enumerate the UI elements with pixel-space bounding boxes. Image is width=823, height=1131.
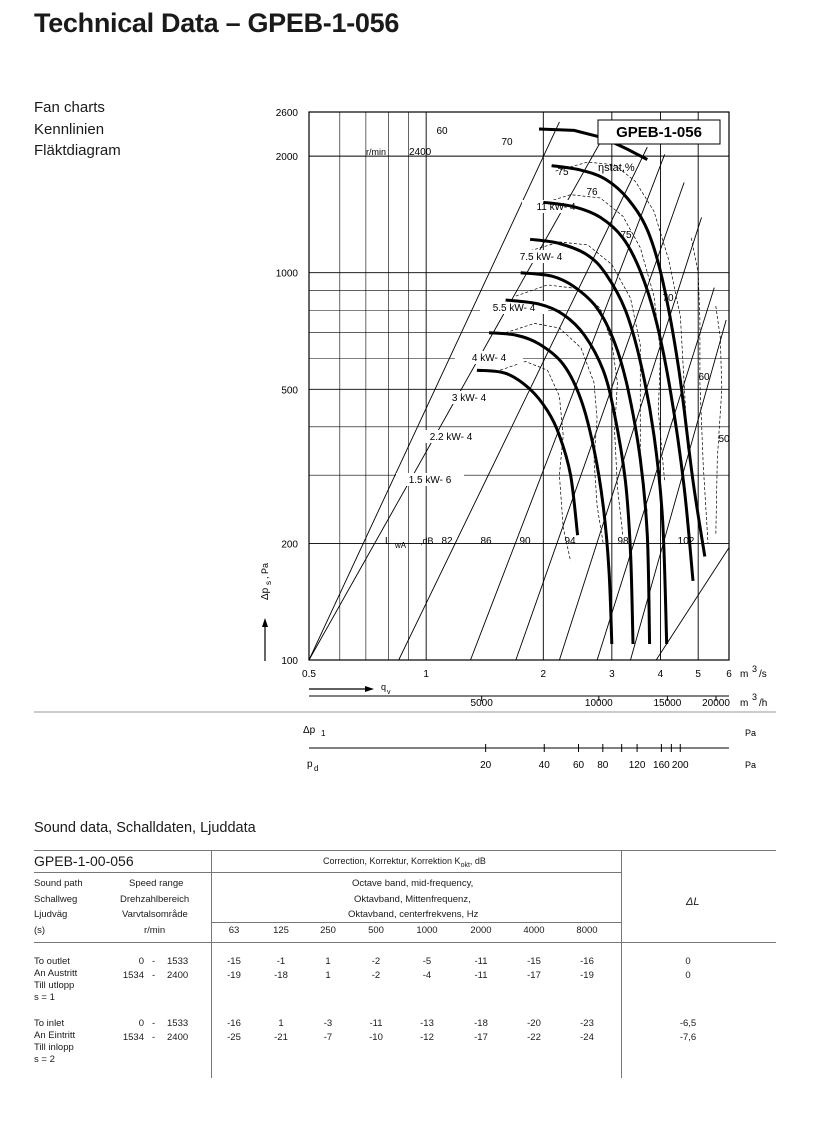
sound-label-sub: wA (395, 541, 407, 550)
y-axis-label (260, 563, 273, 600)
efficiency-label: 75 (557, 167, 569, 178)
sound-level-label: 82 (441, 536, 453, 547)
flow-tick-label: 20000 (702, 698, 730, 709)
dp1-unit: Pa (745, 728, 757, 738)
correction-header (323, 856, 486, 869)
flow-unit-tail: /h (759, 698, 768, 709)
speed-to: 1533 (167, 956, 189, 967)
correction-value: -4 (422, 970, 432, 981)
correction-value: -2 (371, 956, 381, 967)
x-axis-arrowhead (365, 686, 374, 692)
correction-value: -15 (527, 956, 541, 967)
path-label: To inlet (34, 1018, 65, 1029)
x-tick-label: 5 (695, 669, 701, 680)
delta-l-value: 0 (685, 956, 691, 967)
speed-sep: - (152, 970, 156, 981)
correction-value: -19 (227, 970, 241, 981)
correction-value: -11 (369, 1018, 383, 1029)
efficiency-label: 50 (718, 434, 730, 445)
y-tick-label: 2000 (275, 152, 298, 164)
fan-label-sv: Fläktdiagram (34, 142, 121, 159)
correction-value: -24 (580, 1032, 594, 1043)
page-title: Technical Data – GPEB-1-056 (34, 8, 400, 38)
path-label: To outlet (34, 956, 70, 967)
sound-level-curve (500, 362, 570, 562)
sound-path-en: Sound path (34, 878, 83, 889)
path-label: Till inlopp (34, 1042, 74, 1053)
correction-value: -17 (527, 970, 541, 981)
y-tick-label: 1000 (275, 268, 298, 280)
power-curve (489, 333, 612, 644)
speed-value: 2400 (409, 147, 432, 158)
pd-label: p (307, 759, 313, 770)
octave-de: Oktavband, Mittenfrequenz, (354, 894, 471, 905)
x-label-sub: v (387, 689, 391, 696)
x-unit-tail: /s (759, 669, 767, 680)
correction-value: 1 (325, 956, 331, 967)
delta-l-label: ΔL (686, 896, 700, 908)
chart-labels (276, 108, 732, 680)
x-tick-label: 6 (726, 669, 732, 680)
x-unit: m (740, 669, 749, 680)
path-label: s = 2 (34, 1054, 55, 1065)
power-curve-label: 1.5 kW- 6 (408, 475, 452, 486)
path-label: s = 1 (34, 992, 55, 1003)
pd-tick-label: 80 (597, 760, 609, 771)
frequency-4000: 4000 (523, 925, 545, 936)
y-label-sub: s (264, 581, 273, 585)
speed-from: 1534 (122, 1032, 144, 1043)
efficiency-label: 75 (620, 230, 632, 241)
pd-tick-label: 120 (628, 760, 646, 771)
correction-value: -16 (227, 1018, 241, 1029)
y-axis-arrowhead (262, 618, 268, 627)
correction-value: -12 (420, 1032, 434, 1043)
efficiency-label: 70 (662, 293, 674, 304)
power-curve-label: 11 kW- 4 (536, 202, 576, 213)
frequency-2000: 2000 (470, 925, 492, 936)
sound-path-s: (s) (34, 925, 46, 936)
correction-value: 1 (325, 970, 331, 981)
sound-label-unit: ,dB (420, 536, 434, 546)
correction-text: Correction, Korrektur, Korrektion K (323, 856, 461, 866)
speed-from: 1534 (122, 970, 144, 981)
pd-tick-label: 160 (653, 760, 670, 771)
speed-sep: - (152, 1032, 156, 1043)
table-top-rule (34, 850, 776, 851)
dp1-label: Δp (303, 725, 316, 736)
correction-value: -10 (369, 1032, 383, 1043)
y-label-unit: , Pa (260, 562, 270, 579)
flow-tick-label: 5000 (470, 698, 493, 709)
y-label-main: Δp (260, 587, 271, 600)
octave-sv: Oktavband, centerfrekvens, Hz (348, 909, 479, 920)
correction-value: -7 (323, 1032, 333, 1043)
speed-sep: - (152, 956, 156, 967)
octave-en: Octave band, mid-frequency, (352, 878, 474, 889)
path-label: An Eintritt (34, 1030, 76, 1041)
speed-range-de: Drehzahlbereich (120, 894, 190, 905)
correction-value: 1 (278, 1018, 284, 1029)
sound-data-table (34, 850, 776, 1078)
speed-to: 1533 (167, 1018, 189, 1029)
sound-level-curve (716, 306, 722, 535)
frequency-1000: 1000 (416, 925, 438, 936)
correction-value: -13 (420, 1018, 434, 1029)
power-curves (396, 129, 705, 644)
pd-tick-label: 40 (538, 760, 550, 771)
sound-path-de: Schallweg (34, 894, 78, 905)
efficiency-label: 70 (501, 137, 513, 148)
efficiency-line (471, 154, 665, 660)
power-curve-label: 2.2 kW- 4 (429, 432, 473, 443)
correction-value: -18 (274, 970, 288, 981)
frequency-125: 125 (273, 925, 289, 936)
sound-level-curve (691, 238, 708, 544)
y-tick-label: 500 (281, 385, 298, 397)
flow-scale-ticks (471, 696, 731, 709)
x-tick-label: 3 (609, 669, 615, 680)
flow-tick-label: 15000 (653, 698, 682, 709)
frequency-63: 63 (228, 925, 240, 936)
delta-l-value: -6,5 (679, 1018, 697, 1029)
table-col-divider-right (621, 850, 622, 1078)
pd-tick-label: 60 (572, 760, 585, 771)
sound-level-label: 98 (617, 536, 629, 547)
power-curve-label: 7.5 kW- 4 (519, 252, 563, 263)
frequency-500: 500 (368, 925, 384, 936)
speed-to: 2400 (167, 1032, 189, 1043)
correction-value: -2 (371, 970, 381, 981)
dp1-label-sub: 1 (321, 729, 326, 738)
efficiency-label: ηstat,% (598, 162, 635, 174)
flow-tick-label: 10000 (584, 698, 613, 709)
power-curve-label: 5.5 kW- 4 (492, 303, 536, 314)
pd-label-sub: d (314, 764, 319, 773)
speed-from: 0 (138, 1018, 144, 1029)
correction-value: -15 (227, 956, 241, 967)
power-curve-label: 4 kW- 4 (471, 353, 507, 364)
flow-unit: m (740, 698, 749, 709)
table-correction-rule (211, 872, 621, 873)
chart-title: GPEB-1-056 (616, 124, 702, 141)
correction-sub: okt (460, 861, 470, 869)
speed-label: r/min (366, 147, 386, 157)
x-label-main: q (381, 682, 387, 692)
table-col-divider-left (211, 850, 212, 1078)
sound-path-sv: Ljudväg (34, 909, 68, 920)
correction-value: -19 (580, 970, 594, 981)
y-tick-label: 100 (281, 656, 298, 667)
sound-level-curve (539, 195, 665, 481)
speed-range-en: Speed range (129, 878, 184, 889)
correction-value: -20 (527, 1018, 541, 1029)
speed-sep: - (152, 1018, 156, 1029)
pd-unit: Pa (745, 760, 757, 770)
x-unit-sup: 3 (752, 664, 758, 674)
x-tick-label: 2 (540, 669, 547, 680)
efficiency-label: 60 (436, 126, 448, 137)
frequency-8000: 8000 (576, 925, 598, 936)
sound-level-label: 94 (564, 536, 576, 547)
y-tick-label: 2600 (275, 108, 298, 119)
sound-level-label: 86 (480, 536, 492, 547)
speed-range-sv: Varvtalsområde (122, 909, 188, 920)
power-curve-label: 3 kW- 4 (451, 393, 487, 404)
fan-label-en: Fan charts (34, 99, 105, 116)
efficiency-label: 76 (586, 187, 598, 198)
correction-value: -17 (474, 1032, 488, 1043)
sound-level-label: 102 (677, 536, 695, 547)
y-tick-label: 200 (281, 539, 298, 551)
table-freq-rule (211, 922, 621, 923)
correction-value: -23 (580, 1018, 594, 1029)
correction-value: -5 (422, 956, 432, 967)
speed-range-unit: r/min (144, 925, 166, 936)
path-label: Till utlopp (34, 980, 75, 991)
x-tick-label: 4 (657, 669, 664, 680)
table-model: GPEB-1-00-056 (34, 853, 134, 869)
sound-label-prefix: L (385, 536, 391, 547)
efficiency-label: 60 (698, 372, 710, 383)
correction-value: -3 (323, 1018, 333, 1029)
sound-data-title: Sound data, Schalldaten, Ljuddata (34, 820, 256, 836)
flow-unit-sup: 3 (752, 692, 758, 702)
frequency-250: 250 (320, 925, 336, 936)
efficiency-line (309, 122, 559, 660)
speed-to: 2400 (167, 970, 189, 981)
speed-from: 0 (138, 956, 144, 967)
correction-value: -11 (474, 970, 488, 981)
correction-value: -16 (580, 956, 594, 967)
correction-unit: , dB (469, 856, 486, 866)
power-curve (530, 239, 667, 644)
table-header-rule (34, 942, 776, 943)
x-tick-label: 1 (423, 669, 429, 680)
sound-level-curve (526, 242, 648, 513)
correction-value: -25 (227, 1032, 241, 1043)
path-label: An Austritt (34, 968, 78, 979)
correction-value: -21 (274, 1032, 288, 1043)
delta-l-value: -7,6 (679, 1032, 697, 1043)
sound-level-label: 90 (519, 536, 531, 547)
pd-tick-label: 200 (671, 760, 689, 771)
correction-value: -18 (474, 1018, 488, 1029)
fan-label-de: Kennlinien (34, 120, 105, 138)
table-model-rule (34, 872, 211, 873)
pd-tick-label: 20 (480, 760, 492, 771)
x-tick-label: 0.5 (302, 669, 316, 680)
correction-value: -11 (474, 956, 488, 967)
delta-l-value: 0 (685, 970, 691, 981)
efficiency-lines (309, 122, 730, 660)
correction-value: -1 (276, 956, 286, 967)
correction-value: -22 (527, 1032, 541, 1043)
